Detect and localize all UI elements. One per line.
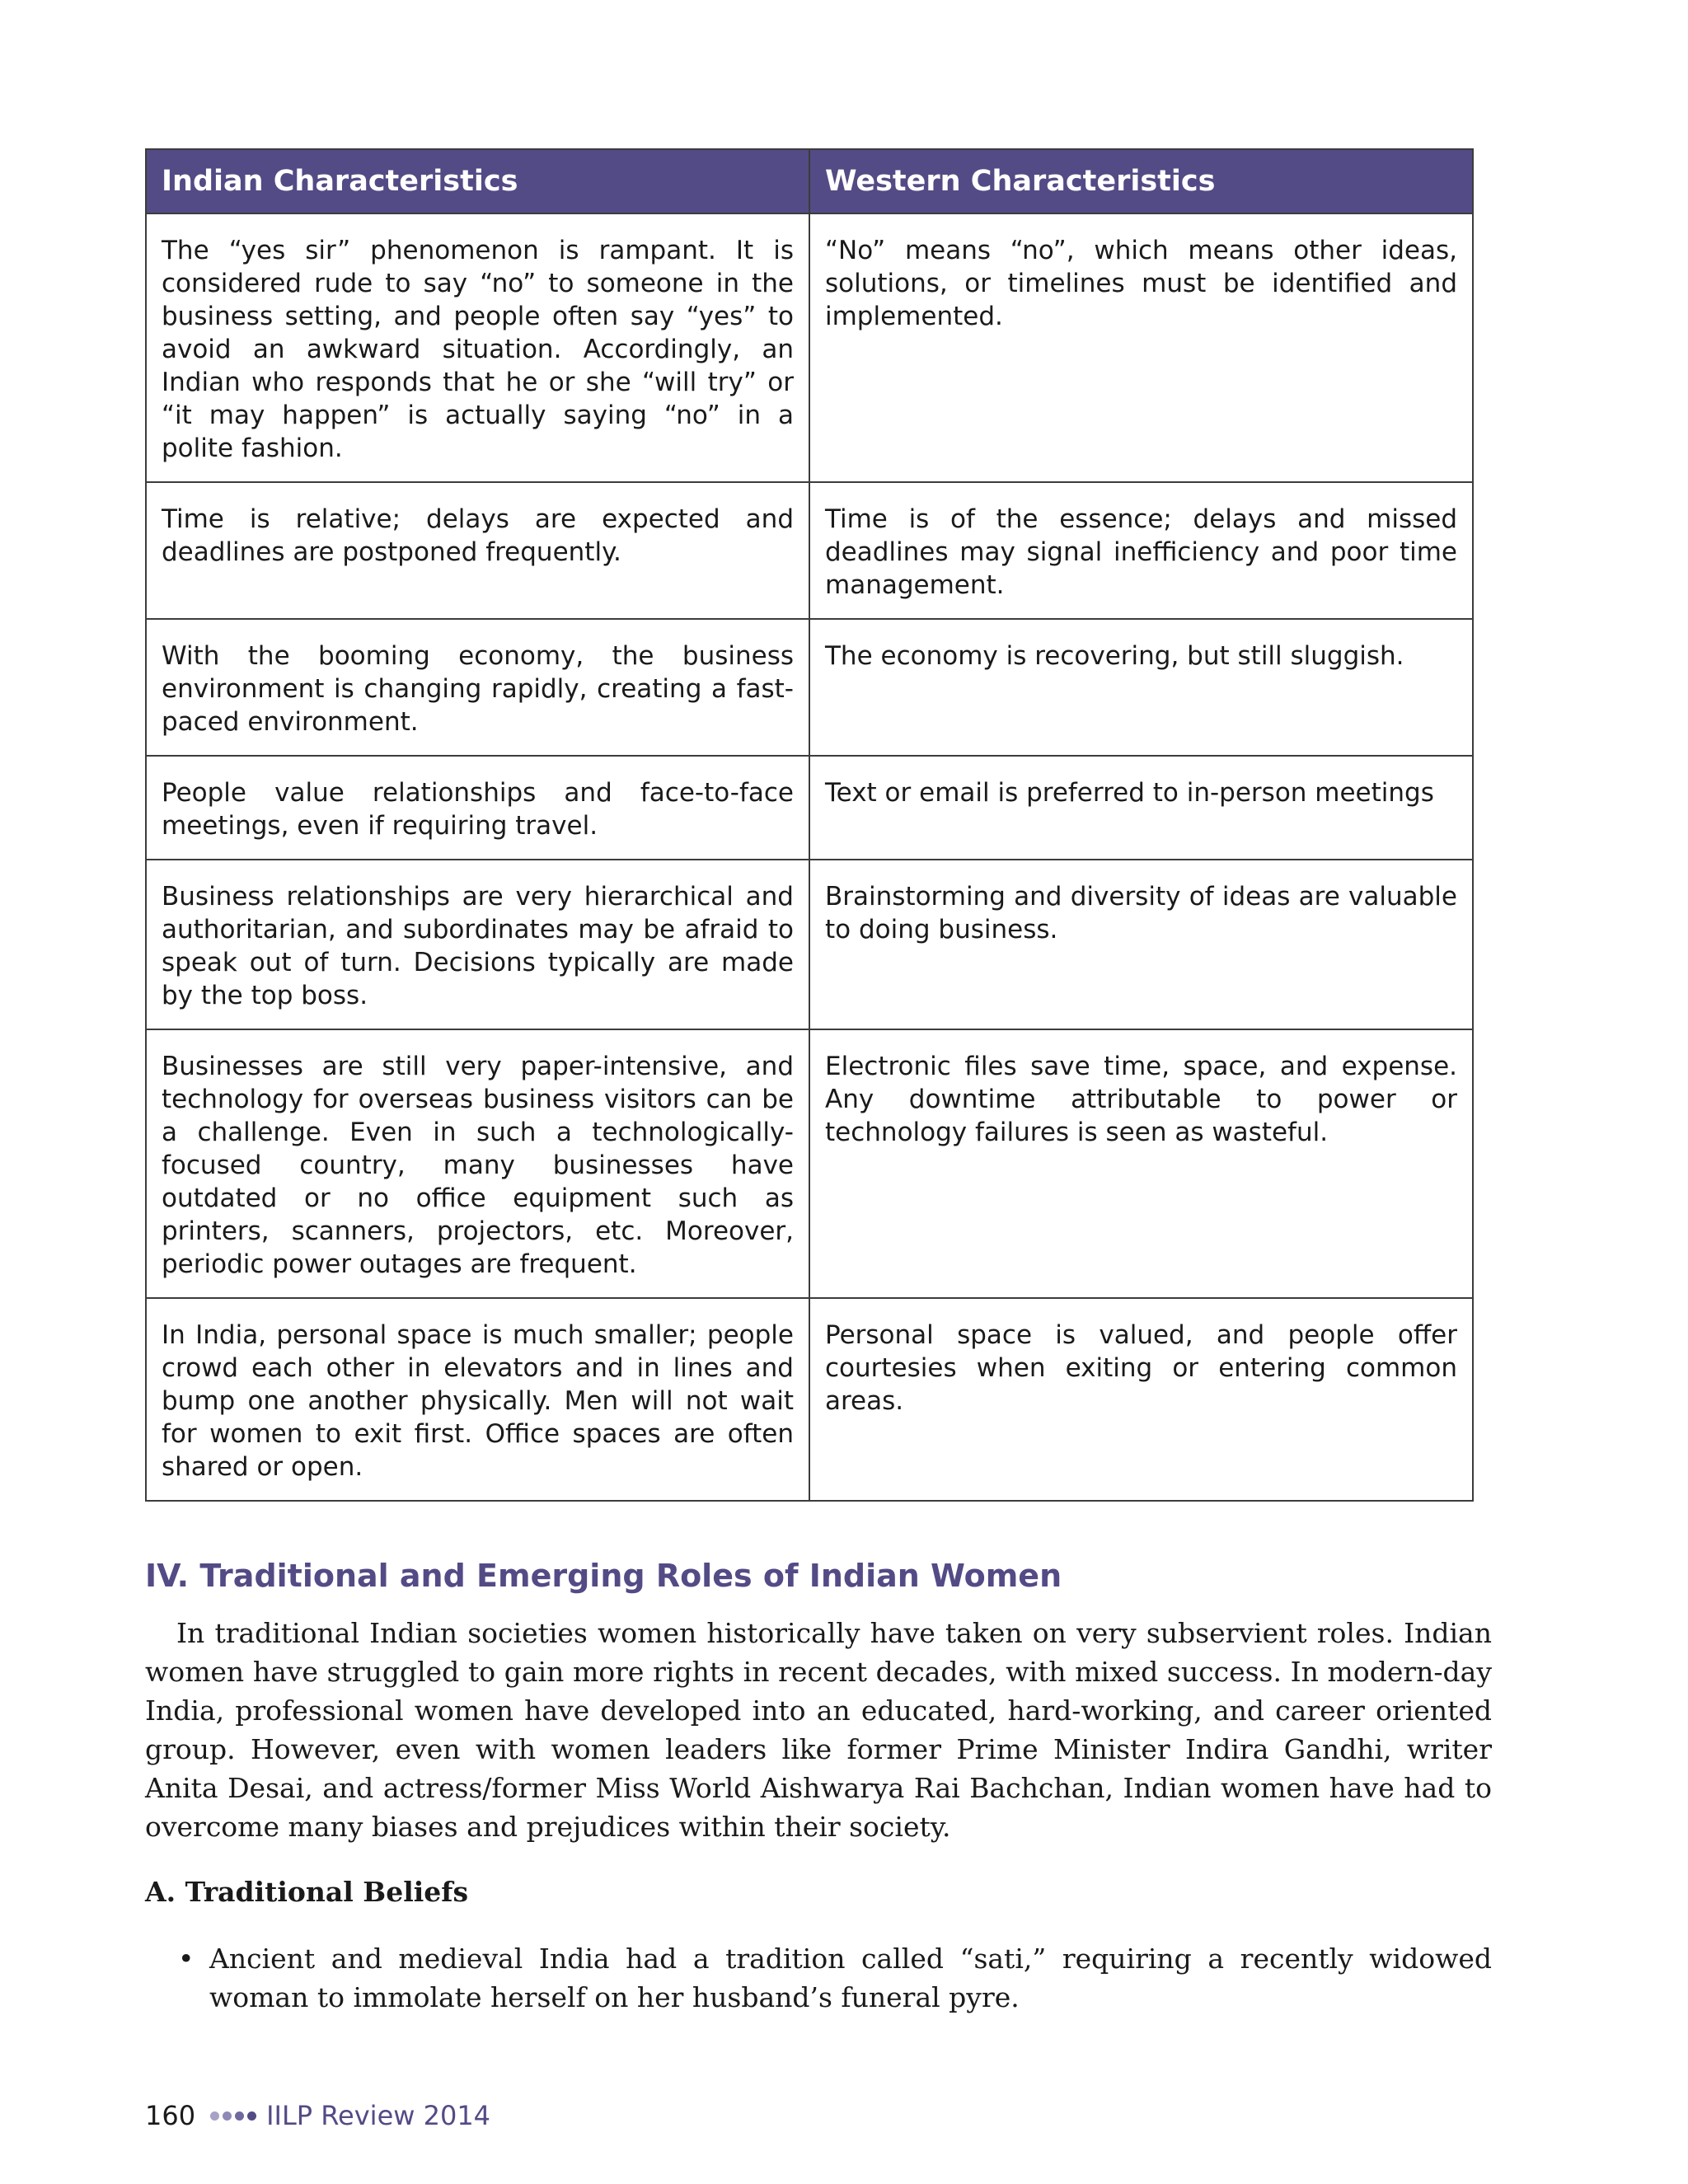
table-row — [146, 213, 1473, 482]
indian-cell: Business relationships are very hierarchical and authoritarian, and subordinates may be afraid to speak out of turn. Decisions typically are made by the top boss. — [146, 860, 809, 1029]
subheading-traditional-beliefs: A. Traditional Beliefs — [145, 1876, 469, 1908]
header-indian-characteristics: Indian Characteristics — [146, 149, 809, 213]
dot-icon — [210, 2111, 219, 2121]
western-cell: Brainstorming and diversity of ideas are valuable to doing business. — [809, 860, 1473, 1029]
indian-cell: With the booming economy, the business environment is changing rapidly, creating a fast-paced environment. — [146, 619, 809, 756]
western-cell: Personal space is valued, and people offer courtesies when exiting or entering common areas. — [809, 1298, 1473, 1501]
table-header-row — [146, 149, 1473, 213]
journal-name: IILP Review 2014 — [266, 2100, 491, 2131]
table-row — [146, 756, 1473, 860]
dot-icon — [223, 2111, 232, 2121]
page-footer — [145, 2100, 490, 2131]
indian-cell: Businesses are still very paper-intensive, and technology for overseas business visitors can be a challenge. Even in such a technologically-focused country, many businesses have outdated or no office equipment such as printers, scanners, projectors, etc. Moreover, periodic power outages are frequent. — [146, 1029, 809, 1298]
table-row — [146, 860, 1473, 1029]
western-cell: Time is of the essence; delays and missed deadlines may signal inefficiency and poor time management. — [809, 482, 1473, 619]
comparison-table — [145, 148, 1474, 1502]
table-row — [146, 482, 1473, 619]
section-heading: IV. Traditional and Emerging Roles of Indian Women — [145, 1558, 1062, 1594]
western-cell: Text or email is preferred to in-person meetings — [809, 756, 1473, 860]
table-row — [146, 1298, 1473, 1501]
dot-icon — [235, 2111, 244, 2121]
bullet-list — [145, 1939, 1492, 2017]
list-item-text: Ancient and medieval India had a tradition called “sati,” requiring a recently widowed woman to immolate herself on her husband’s funeral pyre. — [209, 1943, 1492, 2013]
header-western-characteristics: Western Characteristics — [809, 149, 1473, 213]
body-paragraph: In traditional Indian societies women historically have taken on very subservient roles. Indian women have struggled to gain more rights in recent decades, with mixed success. In modern-day India, professional women have developed into an educated, hard-working, and career oriented group. However, even with women leaders like former Prime Minister Indira Gandhi, writer Anita Desai, and actress/former Miss World Aishwarya Rai Bachchan, Indian women have had to overcome many biases and prejudices within their society. — [145, 1617, 1492, 1843]
page-number: 160 — [145, 2100, 196, 2131]
western-cell: “No” means “no”, which means other ideas, solutions, or timelines must be identified and implemented. — [809, 213, 1473, 482]
bullet-icon: • — [178, 1943, 195, 1975]
table-row — [146, 619, 1473, 756]
indian-cell: People value relationships and face-to-face meetings, even if requiring travel. — [146, 756, 809, 860]
indian-cell: The “yes sir” phenomenon is rampant. It is considered rude to say “no” to someone in the business setting, and people often say “yes” to avoid an awkward situation. Accordingly, an Indian who responds that he or she “will try” or “it may happen” is actually saying “no” in a polite fashion. — [146, 213, 809, 482]
dots-ornament — [210, 2111, 256, 2121]
list-item — [145, 1939, 1492, 2017]
western-cell: The economy is recovering, but still sluggish. — [809, 619, 1473, 756]
table-row — [146, 1029, 1473, 1298]
indian-cell: In India, personal space is much smaller; people crowd each other in elevators and in lines and bump one another physically. Men will not wait for women to exit first. Office spaces are often shared or open. — [146, 1298, 809, 1501]
western-cell: Electronic files save time, space, and expense. Any downtime attributable to power or technology failures is seen as wasteful. — [809, 1029, 1473, 1298]
indian-cell: Time is relative; delays are expected and deadlines are postponed frequently. — [146, 482, 809, 619]
dot-icon — [247, 2111, 256, 2121]
